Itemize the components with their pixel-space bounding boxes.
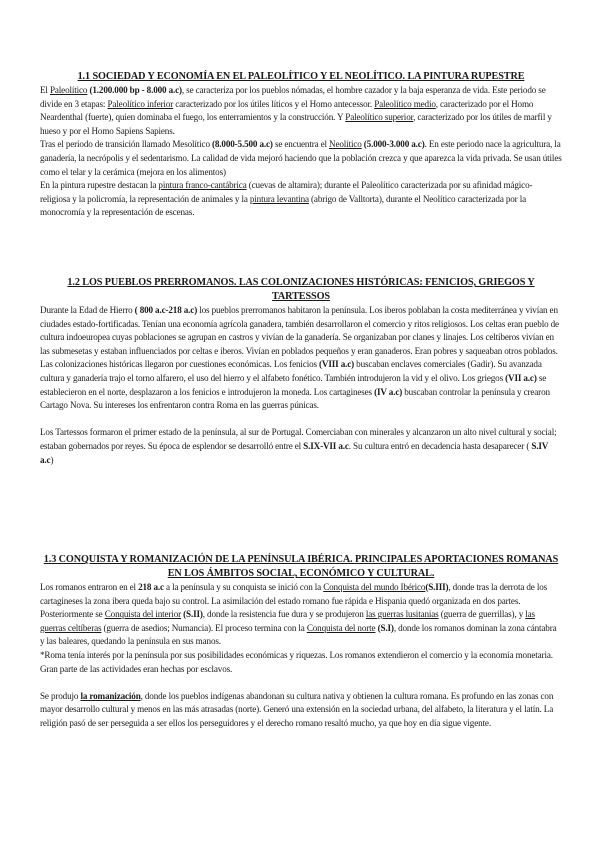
text-run: , donde tras la derrota de los cartagineses la zona ibera queda bajo su control. La asimilación del estado romano fue rápida e Hispania quedó organizada en dos partes. Posteriormente se	[40, 582, 548, 620]
section-1-paragraph-3	[40, 179, 562, 220]
text-run: . En este periodo nace la agricultura, la ganadería, la necrópolis y el sedentarismo. La calidad de vida mejoró haciendo que la población crezca y que aparezca la vida privada. Se usan útiles como el telar y la cerámica (mejora en los alimentos)	[40, 139, 562, 177]
text-run: (VIII a.c)	[319, 359, 355, 370]
text-run: Paleolítico superior	[345, 112, 414, 123]
text-run: las guerras celtíberas	[40, 609, 535, 633]
text-run: S.IX-VII a.c	[303, 440, 349, 451]
text-run: a la península y su conquista se inició con la	[163, 582, 324, 592]
text-run: Tras el período de transición llamado Mesolítico	[40, 139, 212, 150]
text-run: Conquista del interior	[104, 609, 181, 620]
text-run: (S.II)	[183, 609, 203, 620]
text-run: Conquista del mundo Ibérico	[323, 582, 426, 592]
text-run: Paleolítico inferior	[107, 98, 174, 109]
section-3-paragraph-1	[40, 581, 562, 649]
text-run: (cuevas de altamira); durante el Paleolítico caracterizada por su afinidad mágico-religiosa y la policromía, la representación de animales y la	[40, 180, 533, 204]
text-run: los pueblos prerromanos habitaron la península. Los iberos poblaban la costa mediterránea y vivían en ciudades estado-fortificadas. Tenían una economía agrícola ganadera, también desarrollaron el comercio y ritos religiosos. Los celtas eran pueblo de cultura indoeuropea cuyas poblaciones se agrupan en castros y vivían de la ganadería. Se organizaban por clanes y linajes. Los celtíberos vivían en las submesetas y estaban influenciados por celtas e iberos. Vivían en poblados pequeños y eran ganaderos. Eran pobres y saqueaban otros poblados.	[40, 305, 559, 356]
text-run: la romanización	[80, 690, 141, 701]
text-run: las guerras lusitanias	[365, 609, 439, 620]
text-run: caracterizado por los útiles líticos y el Homo antecessor.	[173, 98, 375, 109]
section-2	[40, 276, 562, 467]
section-1-paragraph-1	[40, 84, 562, 138]
text-run: Los Tartessos formaron el primer estado de la península, al sur de Portugal. Comerciaban con minerales y alcanzaron un alto nivel cultural y social; estaban gobernados por reyes. Su época de esplendor se desarrolló entre el	[40, 427, 557, 451]
section-3	[40, 553, 562, 731]
section-1	[40, 70, 562, 220]
text-run: , caracterizado por el Homo Neardenthal (fuerte), quien dominaba el fuego, los enterramientos y la construcción. Y	[40, 98, 534, 123]
text-run: )	[50, 454, 54, 465]
text-run: Paleolítico	[49, 85, 88, 95]
section-1-paragraph-2	[40, 138, 562, 179]
text-run: . Su cultura entró en decadencia hasta desaparecer (	[348, 440, 532, 451]
text-run: (S.III)	[425, 582, 449, 592]
text-run: , se caracteriza por los pueblos nómadas, el hombre cazador y la baja esperanza de vida. Este periodo se divide en 3 etapas:	[40, 85, 546, 109]
section-1-heading: 1.1 SOCIEDAD Y ECONOMÍA EN EL PALEOLÍTICO Y EL NEOLÍTICO. LA PINTURA RUPESTRE	[77, 71, 525, 82]
section-2-heading: 1.2 LOS PUEBLOS PRERROMANOS. LAS COLONIZACIONES HISTÓRICAS: FENICIOS, GRIEGOS Y TARTESSOS	[67, 277, 535, 302]
text-run: pintura levantina	[249, 193, 309, 204]
text-run: buscaban enclaves comerciales (Gadir). Su avanzada cultura y ganadería trajo el torno alfarero, el uso del hierro y el alfabeto fonético. También introdujeron la vid y el olivo. Los griegos	[40, 359, 542, 383]
text-run: El	[40, 85, 50, 95]
text-run: (guerra de asedios; Numancia). El proceso termina con la	[101, 622, 307, 633]
text-run: (1.200.000 bp - 8.000 a.c)	[89, 85, 182, 95]
text-run: S.IV a.c	[40, 440, 549, 465]
text-run: Los romanos entraron en el	[40, 582, 139, 592]
text-run: ( 800 a.c-218 a.c)	[134, 305, 198, 315]
text-run: Conquista del norte	[306, 622, 376, 633]
text-run: , donde los romanos dominan la zona cántabra y las baleares, quedando la península en sus manos.	[40, 622, 557, 647]
text-run: Neolítico	[329, 139, 362, 150]
text-run: En la pintura rupestre destacan la	[40, 180, 159, 191]
text-run: *Roma tenía interés por la península por sus posibilidades económicas y riquezas. Los romanos extendieron el comercio y la economía monetaria. Gran parte de las actividades eran hechas por esclavos.	[40, 649, 553, 674]
text-run: 218 a.c	[138, 582, 164, 592]
text-run: Paleolítico medio	[374, 98, 436, 109]
text-run: , caracterizado por los útiles de marfil y hueso y por el Homo Sapiens Sapiens.	[40, 112, 552, 136]
section-2-paragraph-2	[40, 358, 562, 412]
text-run: se encuentra el	[272, 139, 330, 150]
text-run: (guerra de guerrillas), y	[438, 609, 526, 620]
text-run: , donde la resistencia fue dura y se produjeron	[202, 609, 366, 620]
section-2-paragraph-3	[40, 426, 562, 467]
section-3-paragraph-2	[40, 649, 562, 676]
text-run: Durante la Edad de Hierro	[40, 305, 135, 315]
text-run: Se produjo	[40, 690, 81, 701]
text-run: pintura franco-cantábrica	[158, 180, 247, 191]
text-run: (S.I)	[377, 622, 394, 633]
text-run: Las colonizaciones históricas llegaron por cuestiones económicas. Los fenicios	[40, 359, 320, 370]
text-run: (IV a.c)	[374, 386, 403, 397]
section-2-paragraph-1	[40, 304, 562, 358]
text-run: buscaban controlar la península y crearon Cartago Nova. Su intereses los enfrentaron contra Roma en las guerras púnicas.	[40, 386, 550, 411]
section-3-heading: 1.3 CONQUISTA Y ROMANIZACIÓN DE LA PENÍNSULA IBÉRICA. PRINCIPALES APORTACIONES ROMANAS EN LOS ÁMBITOS SOCIAL, ECONÓMICO Y CULTURAL.	[43, 554, 559, 579]
text-run: (VII a.c)	[505, 372, 537, 383]
text-run: , donde los pueblos indígenas abandonan su cultura nativa y obtienen la cultura romana. Es profundo en las zonas con mayor desarrollo cultural y menos en las más atrasadas (norte). Generó una extensión en la sociedad urbana, del alfabeto, la literatura y el latín. La religión pasó de ser perseguida a ser ellos los perseguidores y el derecho romano resaltó mucho, ya que hoy en día sigue vigente.	[40, 690, 554, 728]
text-run: (5.000-3.000 a.c)	[363, 139, 425, 150]
section-3-paragraph-3	[40, 690, 562, 731]
text-run: (abrigo de Valltorta), durante el Neolítico caracterizada por la monocromía y la representación de escenas.	[40, 193, 526, 218]
text-run: se establecieron en el norte, desplazaron a los fenicios e introdujeron la moneda. Los cartagineses	[40, 372, 547, 397]
text-run: (8.000-5.500 a.c)	[212, 139, 273, 150]
